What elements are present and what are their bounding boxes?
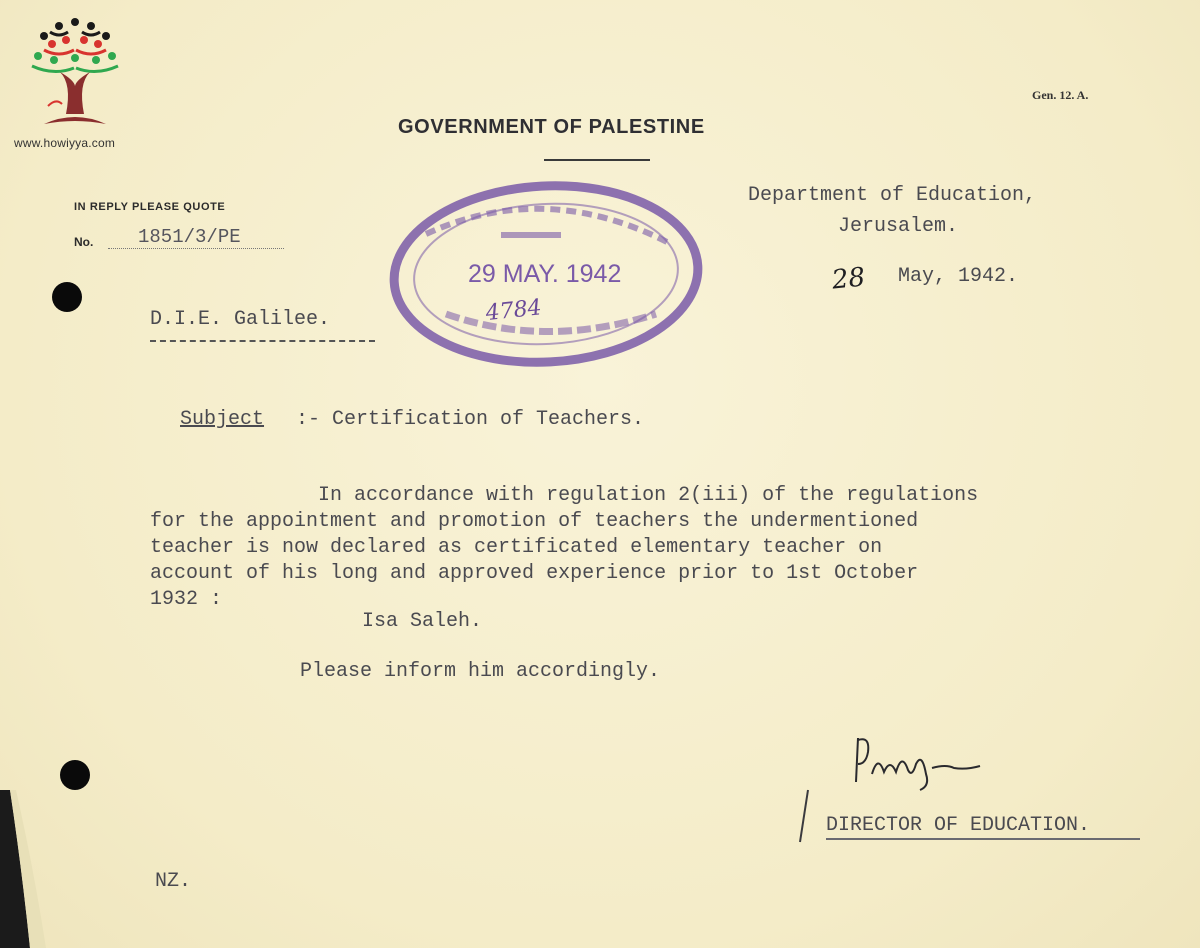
logo-url-text: www.howiyya.com bbox=[14, 136, 116, 150]
howiyya-logo-icon bbox=[14, 14, 136, 154]
letter-date: May, 1942. bbox=[898, 265, 1019, 288]
body-line: for the appointment and promotion of teachers the undermentioned bbox=[150, 510, 919, 533]
body-line: In accordance with regulation 2(iii) of the regulations bbox=[150, 484, 979, 507]
letter-date-day: 28 bbox=[830, 262, 867, 296]
signatory-underline bbox=[826, 838, 1140, 840]
sender-department: Department of Education, bbox=[748, 184, 1037, 207]
teacher-name: Isa Saleh. bbox=[362, 610, 483, 633]
handwritten-signature bbox=[850, 734, 990, 794]
body-line: account of his long and approved experience prior to 1st October bbox=[150, 562, 919, 585]
subject-text: :- Certification of Teachers. bbox=[296, 408, 645, 431]
paper-edge bbox=[0, 790, 50, 948]
government-title: GOVERNMENT OF PALESTINE bbox=[398, 116, 705, 138]
stamp-handwritten-number: 4784 bbox=[484, 295, 543, 327]
signature-tick bbox=[796, 788, 812, 844]
subject-label: Subject bbox=[180, 408, 265, 431]
closing-line: Please inform him accordingly. bbox=[300, 660, 661, 683]
stamp-date: 29 MAY. 1942 bbox=[468, 260, 622, 288]
body-line: 1932 : bbox=[150, 588, 223, 611]
form-code: Gen. 12. A. bbox=[1032, 88, 1089, 102]
recipient: D.I.E. Galilee. bbox=[150, 308, 331, 331]
reference-number: 1851/3/PE bbox=[108, 226, 284, 249]
sender-city: Jerusalem. bbox=[838, 215, 959, 238]
body-line: teacher is now declared as certificated elementary teacher on bbox=[150, 536, 883, 559]
title-divider bbox=[544, 159, 650, 161]
received-stamp bbox=[386, 174, 706, 374]
recipient-underline bbox=[150, 340, 375, 342]
punch-hole-icon bbox=[60, 760, 90, 790]
signatory-title: DIRECTOR OF EDUCATION. bbox=[826, 814, 1091, 837]
reply-quote-label: IN REPLY PLEASE QUOTE bbox=[74, 201, 226, 213]
reference-no-label: No. bbox=[74, 235, 94, 249]
punch-hole-icon bbox=[52, 282, 82, 312]
typist-initials: NZ. bbox=[155, 870, 192, 893]
